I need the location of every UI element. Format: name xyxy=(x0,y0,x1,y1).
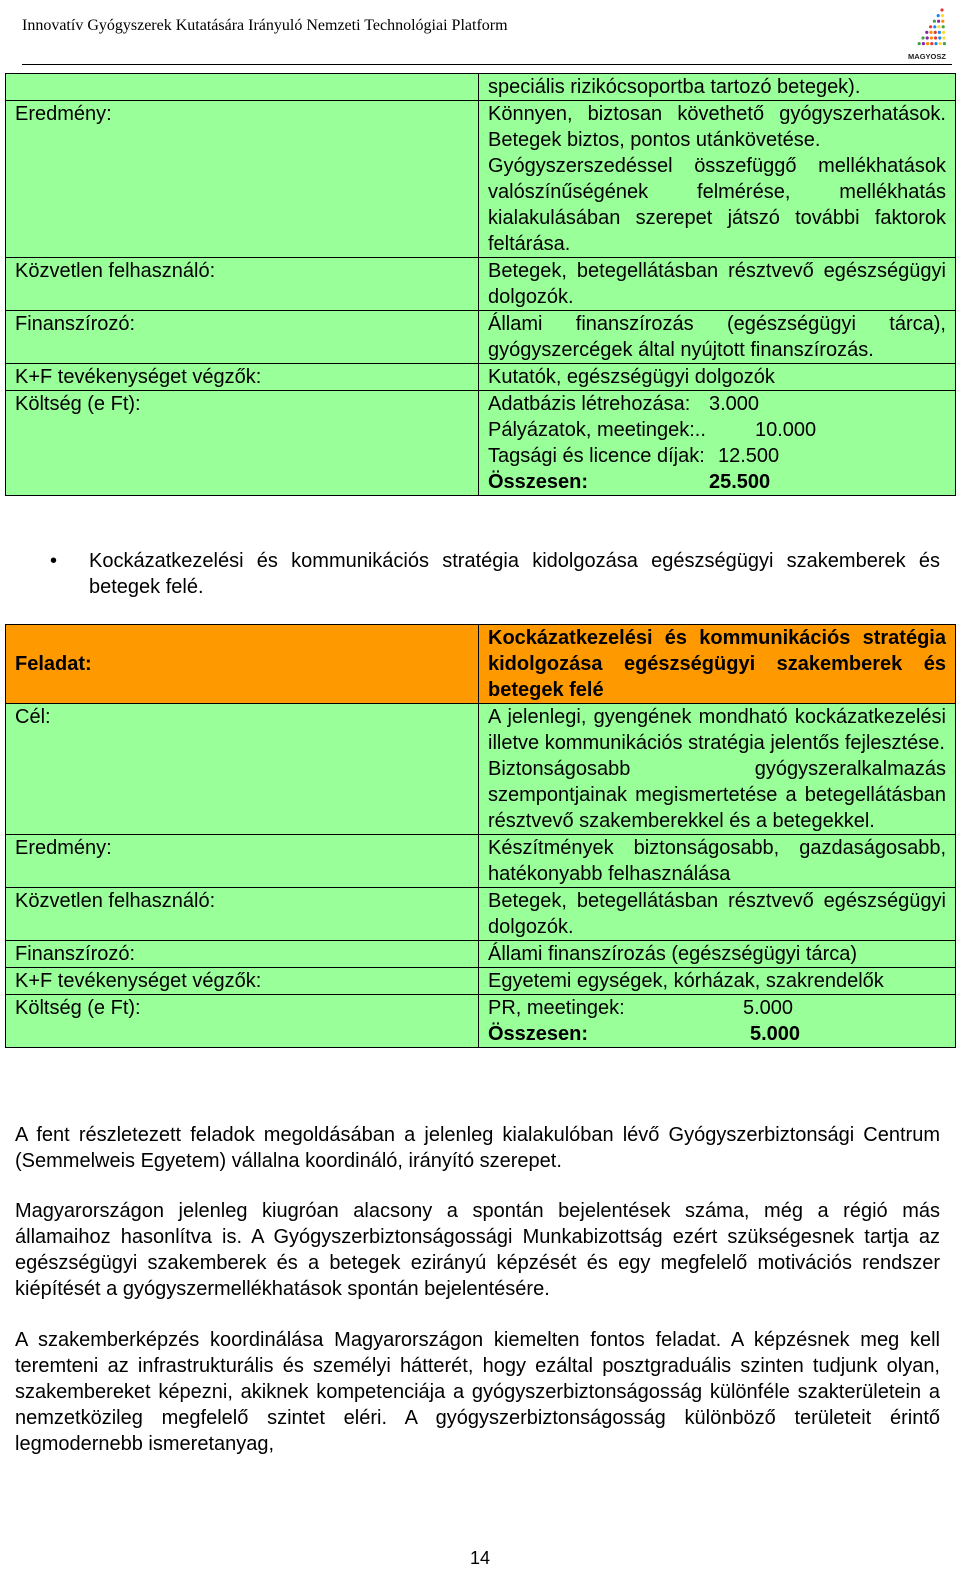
cost-item-name: PR, meetingek: xyxy=(488,997,625,1019)
task-value: Kockázatkezelési és kommunikációs stratégia kidolgozása egészségügyi szakemberek és betegek felé xyxy=(479,625,956,704)
cost-item-amount: 3.000 xyxy=(709,393,760,415)
task-row xyxy=(6,625,956,704)
project-table-1 xyxy=(5,73,956,496)
cost-row xyxy=(6,391,956,496)
row-label: Finanszírozó: xyxy=(6,941,479,968)
row-label: Finanszírozó: xyxy=(6,311,479,364)
magyosz-logo-icon xyxy=(904,6,950,62)
row-value-text: Kutatók, egészségügyi dolgozók xyxy=(488,366,775,388)
table-row xyxy=(6,835,956,888)
project-table-2 xyxy=(5,624,956,1048)
row-value-text: Készítmények biztonságosabb, gazdaságosabb, hatékonyabb felhasználása xyxy=(488,837,946,885)
cost-item-amount: 5.000 xyxy=(743,997,794,1019)
header-divider xyxy=(22,64,952,65)
cost-value xyxy=(479,391,956,496)
table-row xyxy=(6,968,956,995)
table-row xyxy=(6,258,956,311)
cost-total-label: Összesen: xyxy=(488,1023,589,1045)
cost-item-amount: 12.500 xyxy=(718,445,780,467)
cost-total-amount: 25.500 xyxy=(709,471,771,493)
paragraph-3: A szakemberképzés koordinálása Magyarországon kiemelten fontos feladat. A képzésnek meg kell teremteni az infrastrukturális és személyi hátterét, hogy ezáltal posztgraduális szinten tudjunk olyan, szakembereket képezni, akiknek kompetenciája a gyógyszerbiztonságosság különféle szakterületein a nemzetközileg megfelelő szintet eléri. A gyógyszerbiztonságosság különböző területeit érintő legmodernebb ismeretanyag, xyxy=(15,1329,940,1455)
cost-label: Költség (e Ft): xyxy=(6,995,479,1048)
table-row xyxy=(6,74,956,101)
cost-item-amount: 10.000 xyxy=(755,419,817,441)
row-value-text: Gyógyszerszedéssel összefüggő mellékhatások valószínűségének felmérése, mellékhatás kialakulásában szerepet játszó további faktorok feltárása. xyxy=(488,155,946,255)
table-row xyxy=(6,941,956,968)
header-title: Innovatív Gyógyszerek Kutatására Irányuló Nemzeti Technológiai Platform xyxy=(22,17,508,34)
row-value-text: Állami finanszírozás (egészségügyi tárca), gyógyszercégek által nyújtott finanszírozás. xyxy=(488,313,946,361)
cost-item-name: Adatbázis létrehozása: xyxy=(488,393,691,415)
page-number: 14 xyxy=(469,1548,491,1568)
row-value-text: Biztonságosabb gyógyszeralkalmazás szempontjainak megismertetése a betegellátásban résztvevő szakemberekkel és a betegekkel. xyxy=(488,758,946,832)
cost-item xyxy=(488,417,946,443)
row-value xyxy=(479,968,956,995)
row-value xyxy=(479,888,956,941)
paragraph-2: Magyarországon jelenleg kiugróan alacsony a spontán bejelentések száma, még a régió más államaihoz hasonlítva is. A Gyógyszerbiztonságossági Munkabizottság ezért szükségesnek tartja az egészségügyi szakemberek és a betegek ezirányú képzését és egy megfelelő motivációs rendszer kiépítését a gyógyszermellékhatások spontán bejelentésére. xyxy=(15,1200,940,1300)
row-value-text: Betegek, betegellátásban résztvevő egészségügyi dolgozók. xyxy=(488,890,946,938)
cost-total-label: Összesen: xyxy=(488,471,589,493)
row-label: Cél: xyxy=(6,704,479,835)
row-label: Eredmény: xyxy=(6,835,479,888)
page-header xyxy=(0,0,960,66)
paragraph-1: A fent részletezett feladok megoldásában a jelenleg kialakulóban lévő Gyógyszerbiztonsági Centrum (Semmelweis Egyetem) vállalna koordináló, irányító szerepet. xyxy=(15,1124,940,1172)
row-value xyxy=(479,704,956,835)
row-value-text: Egyetemi egységek, kórházak, szakrendelők xyxy=(488,970,884,992)
row-value-text: Állami finanszírozás (egészségügyi tárca) xyxy=(488,943,858,965)
row-value xyxy=(479,835,956,888)
table-row xyxy=(6,101,956,258)
row-value xyxy=(479,364,956,391)
row-label: K+F tevékenységet végzők: xyxy=(6,968,479,995)
row-label: Közvetlen felhasználó: xyxy=(6,258,479,311)
task-label: Feladat: xyxy=(6,625,479,704)
row-value-text: Betegek, betegellátásban résztvevő egészségügyi dolgozók. xyxy=(488,260,946,308)
table-row xyxy=(6,311,956,364)
cost-item xyxy=(488,443,946,469)
row-label: Közvetlen felhasználó: xyxy=(6,888,479,941)
cost-total-amount: 5.000 xyxy=(750,1023,801,1045)
cost-item-name: Pályázatok, meetingek:.. xyxy=(488,419,706,441)
cost-total xyxy=(488,469,946,495)
row-value xyxy=(479,74,956,101)
row-value xyxy=(479,311,956,364)
row-value-text: speciális rizikócsoportba tartozó betegek). xyxy=(488,76,861,98)
row-value xyxy=(479,101,956,258)
cost-item-name: Tagsági és licence díjak: xyxy=(488,445,705,467)
cost-label: Költség (e Ft): xyxy=(6,391,479,496)
logo-text: MAGYOSZ xyxy=(908,52,946,61)
row-value-text: Könnyen, biztosan követhető gyógyszerhatások. Betegek biztos, pontos utánkövetése. xyxy=(488,103,946,151)
row-value-text: A jelenlegi, gyengének mondható kockázatkezelési illetve kommunikációs stratégia jelentős fejlesztése. xyxy=(488,706,946,754)
cost-value xyxy=(479,995,956,1048)
cost-row xyxy=(6,995,956,1048)
bullet-text: Kockázatkezelési és kommunikációs stratégia kidolgozása egészségügyi szakemberek és betegek felé. xyxy=(89,550,940,598)
cost-item xyxy=(488,391,946,417)
row-label xyxy=(6,74,479,101)
row-label: Eredmény: xyxy=(6,101,479,258)
row-value xyxy=(479,941,956,968)
table-row xyxy=(6,888,956,941)
row-value xyxy=(479,258,956,311)
table-row xyxy=(6,704,956,835)
cost-total xyxy=(488,1021,946,1047)
bullet-icon: • xyxy=(50,550,58,572)
cost-item xyxy=(488,995,946,1021)
table-row xyxy=(6,364,956,391)
row-label: K+F tevékenységet végzők: xyxy=(6,364,479,391)
